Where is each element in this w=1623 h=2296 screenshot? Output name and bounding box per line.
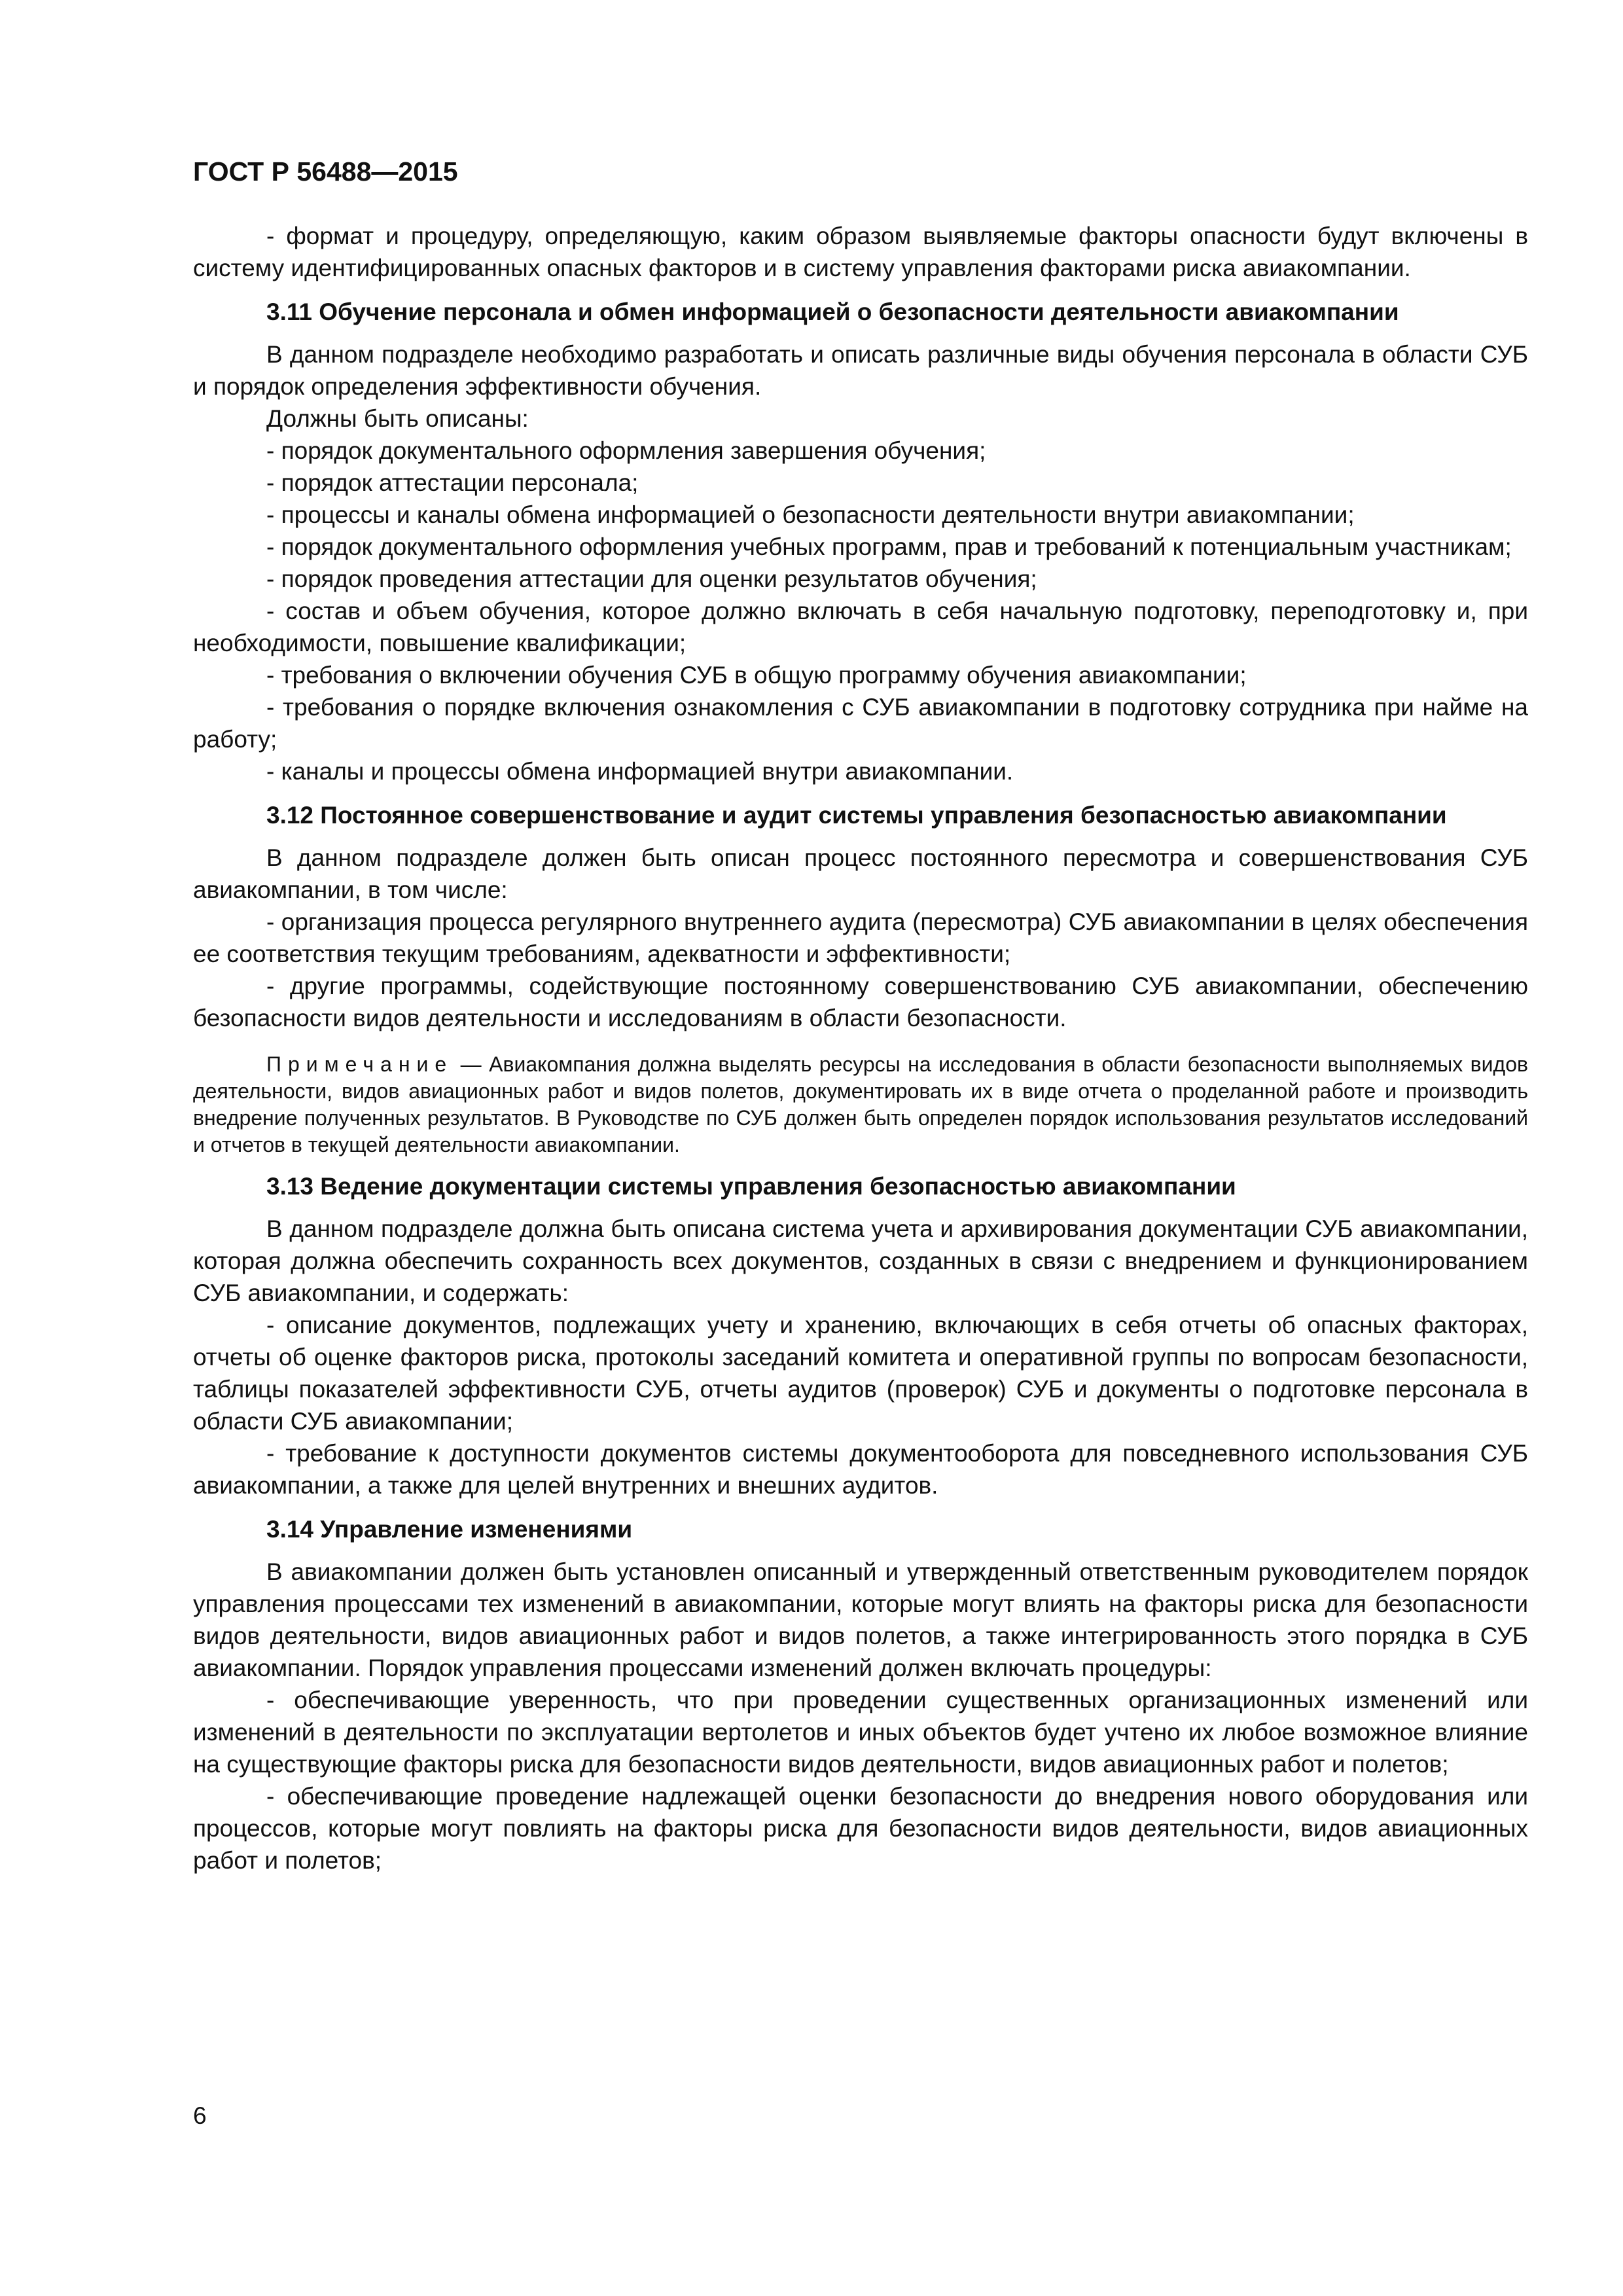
- section-3-12-paragraph: В данном подразделе должен быть описан процесс постоянного пересмотра и совершенствования СУБ авиакомпании, в том числе:: [193, 844, 1528, 903]
- section-3-11: [193, 296, 1528, 787]
- section-3-14-list-item: - обеспечивающие проведение надлежащей оценки безопасности до внедрения нового оборудования или процессов, которые могут повлиять на факторы риска для безопасности видов деятельности, видов авиационных работ и полетов;: [193, 1783, 1528, 1874]
- section-3-11-list-item: - порядок документального оформления завершения обучения;: [266, 437, 986, 464]
- section-3-11-list-item: - каналы и процессы обмена информацией внутри авиакомпании.: [266, 758, 1014, 785]
- section-3-11-list-item: - состав и объем обучения, которое должно включать в себя начальную подготовку, переподготовку и, при необходимости, повышение квалификации;: [193, 598, 1528, 656]
- section-3-12-list-item: - организация процесса регулярного внутреннего аудита (пересмотра) СУБ авиакомпании в целях обеспечения ее соответствия текущим требованиям, адекватности и эффективности;: [193, 908, 1528, 967]
- intro-paragraph: - формат и процедуру, определяющую, каким образом выявляемые факторы опасности будут включены в систему идентифицированных опасных факторов и в систему управления факторами риска авиакомпании.: [193, 223, 1528, 281]
- section-3-12-list-item: - другие программы, содействующие постоянному совершенствованию СУБ авиакомпании, обеспечению безопасности видов деятельности и исследованиям в области безопасности.: [193, 973, 1528, 1031]
- section-3-13-paragraph: В данном подразделе должна быть описана система учета и архивирования документации СУБ авиакомпании, которая должна обеспечить сохранность всех документов, созданных в связи с внедрением и функционированием СУБ авиакомпании, и содержать:: [193, 1215, 1528, 1306]
- section-3-13-list-item: - описание документов, подлежащих учету и хранению, включающих в себя отчеты об опасных факторах, отчеты об оценке факторов риска, протоколы заседаний комитета и оперативной группы по вопросам безопасности, таблицы показателей эффективности СУБ, отчеты аудитов (проверок) СУБ и документы о подготовке персонала в области СУБ авиакомпании;: [193, 1312, 1528, 1435]
- section-3-12-title: 3.12 Постоянное совершенствование и аудит системы управления безопасностью авиакомпании: [266, 802, 1447, 829]
- section-3-11-list-item: - требования о порядке включения ознакомления с СУБ авиакомпании в подготовку сотрудника при найме на работу;: [193, 694, 1528, 753]
- section-3-11-list-item: - процессы и каналы обмена информацией о безопасности деятельности внутри авиакомпании;: [266, 501, 1355, 528]
- page-number: 6: [193, 2102, 207, 2129]
- document-page: [193, 154, 1528, 1876]
- note-paragraph: [193, 1051, 1528, 1158]
- section-3-13-title: 3.13 Ведение документации системы управления безопасностью авиакомпании: [266, 1173, 1236, 1200]
- section-3-14: [193, 1513, 1528, 1876]
- note-label: Примечание: [266, 1052, 454, 1076]
- document-header: ГОСТ Р 56488—2015: [193, 156, 458, 187]
- note-text: — Авиакомпания должна выделять ресурсы на исследования в области безопасности выполняемых видов деятельности, видов авиационных работ и видов полетов, документировать их в виде отчета о проделанной работе и производить внедрение полученных результатов. В Руководстве по СУБ должен быть определен порядок использования результатов исследований и отчетов в текущей деятельности авиакомпании.: [193, 1052, 1528, 1157]
- section-3-12: [193, 799, 1528, 1158]
- section-3-13: [193, 1170, 1528, 1501]
- section-3-13-list-item: - требование к доступности документов системы документооборота для повседневного использования СУБ авиакомпании, а также для целей внутренних и внешних аудитов.: [193, 1440, 1528, 1499]
- section-3-14-title: 3.14 Управление изменениями: [266, 1516, 633, 1543]
- section-3-11-paragraph: Должны быть описаны:: [266, 405, 529, 432]
- section-3-11-list-item: - порядок аттестации персонала;: [266, 469, 639, 496]
- section-3-14-list-item: - обеспечивающие уверенность, что при проведении существенных организационных изменений или изменений в деятельности по эксплуатации вертолетов и иных объектов будет учтено их любое возможное влияние на существующие факторы риска для безопасности видов деятельности, видов авиационных работ и полетов;: [193, 1687, 1528, 1778]
- section-3-11-list-item: - требования о включении обучения СУБ в общую программу обучения авиакомпании;: [266, 662, 1247, 689]
- section-3-11-list-item: - порядок документального оформления учебных программ, прав и требований к потенциальным участникам;: [266, 533, 1512, 560]
- section-3-14-paragraph: В авиакомпании должен быть установлен описанный и утвержденный ответственным руководителем порядок управления процессами тех изменений в авиакомпании, которые могут влиять на факторы риска для безопасности видов деятельности, видов авиационных работ и видов полетов, а также интегрированность этого порядка в СУБ авиакомпании. Порядок управления процессами изменений должен включать процедуры:: [193, 1558, 1528, 1681]
- section-3-11-list-item: - порядок проведения аттестации для оценки результатов обучения;: [266, 565, 1037, 592]
- section-3-11-paragraph: В данном подразделе необходимо разработать и описать различные виды обучения персонала в области СУБ и порядок определения эффективности обучения.: [193, 341, 1528, 400]
- section-3-11-title: 3.11 Обучение персонала и обмен информацией о безопасности деятельности авиакомпании: [266, 298, 1399, 325]
- note-block: [193, 1051, 1528, 1158]
